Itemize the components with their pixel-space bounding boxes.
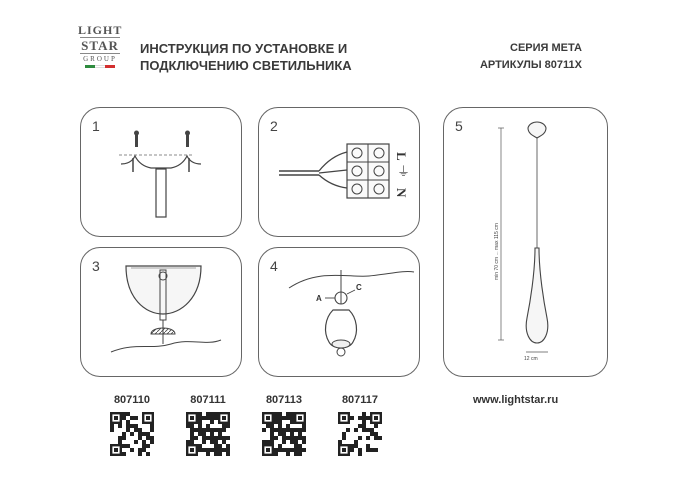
logo-flag [85,65,115,68]
terminal-block-illustration [259,108,419,236]
article-range: АРТИКУЛЫ 80711X [479,59,582,71]
shade-illustration [259,248,419,376]
terminal-label-live: L [394,152,409,161]
step-panel-2 [258,107,420,237]
article-codes [108,394,384,461]
logo-line1: LIGHT [78,23,123,37]
step-panel-3 [80,247,242,377]
step-panel-5 [443,107,608,377]
step-number: 5 [455,118,463,134]
document-title [140,40,352,74]
step-number: 3 [92,258,100,274]
qr-code-icon[interactable] [338,412,382,456]
qr-code-icon[interactable] [262,412,306,456]
canopy-illustration [81,248,241,376]
part-label-c: C [356,283,362,292]
logo-line3: GROUP [83,55,117,63]
article-item [184,394,232,461]
series-name: СЕРИЯ МЕТА [510,42,582,54]
article-number: 807110 [113,394,151,406]
flag-green [85,65,95,68]
article-number: 807111 [190,394,226,406]
terminal-label-ground: ⏚ [397,165,411,180]
article-item [260,394,308,461]
brand-logo [78,24,122,72]
step-number: 4 [270,258,278,274]
height-dimension: min 70 cm ... max 115 cm [494,223,500,280]
qr-code-icon[interactable] [186,412,230,456]
title-line1: ИНСТРУКЦИЯ ПО УСТАНОВКЕ И [140,41,348,56]
flag-white [95,65,105,68]
website-link[interactable]: www.lightstar.ru [473,394,559,406]
article-number: 807117 [341,394,379,406]
mounting-bracket-illustration [81,108,241,236]
step-panel-4 [258,247,420,377]
step-number: 2 [270,118,278,134]
logo-line2: STAR [81,38,119,53]
article-item [108,394,156,461]
width-dimension: 12 cm [524,356,538,362]
dimensions-illustration [444,108,607,376]
part-label-a: A [316,294,322,303]
step-panel-1 [80,107,242,237]
article-item [336,394,384,461]
title-line2: ПОДКЛЮЧЕНИЮ СВЕТИЛЬНИКА [140,58,352,73]
qr-code-icon[interactable] [110,412,154,456]
series-info [480,40,582,74]
terminal-label-neutral: N [394,188,409,198]
step-number: 1 [92,118,100,134]
article-number: 807113 [265,394,303,406]
flag-red [105,65,115,68]
